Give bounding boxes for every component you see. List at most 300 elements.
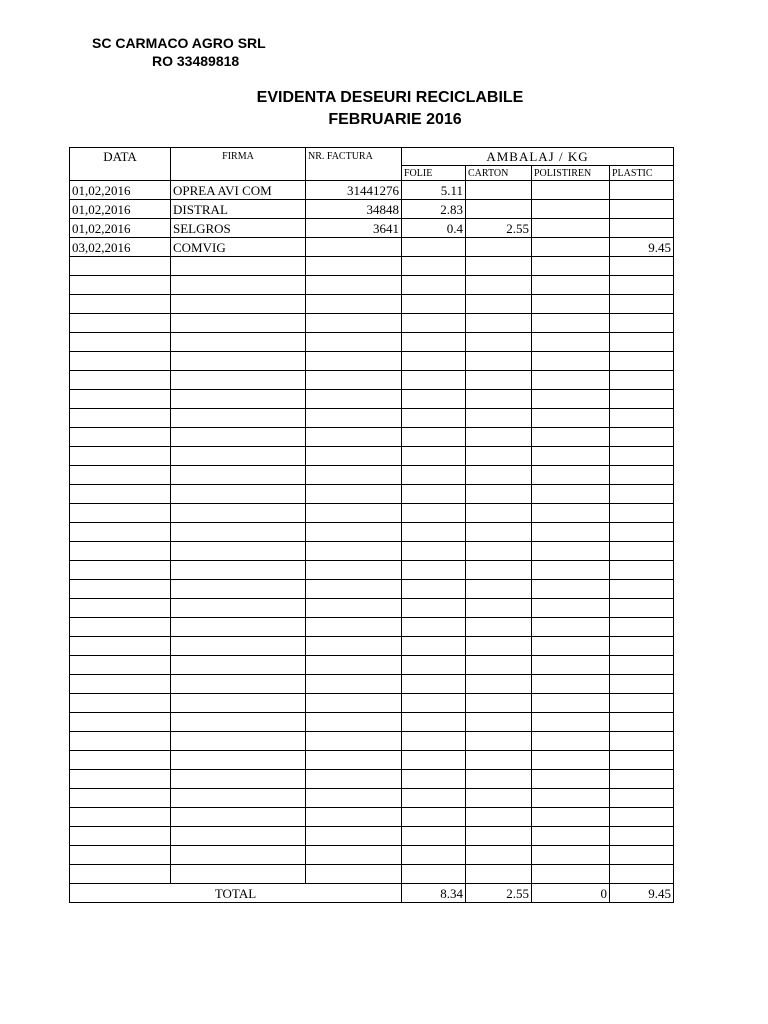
- cell-polistiren: [532, 561, 610, 580]
- cell-carton: [466, 371, 532, 390]
- cell-date: [70, 827, 171, 846]
- cell-nr-factura: [306, 694, 402, 713]
- cell-polistiren: [532, 219, 610, 238]
- cell-polistiren: [532, 523, 610, 542]
- cell-folie: [402, 713, 466, 732]
- cell-date: [70, 599, 171, 618]
- empty-row: [70, 846, 674, 865]
- cell-firma: [171, 352, 306, 371]
- cell-polistiren: [532, 181, 610, 200]
- cell-carton: [466, 390, 532, 409]
- cell-plastic: 9.45: [610, 238, 674, 257]
- cell-firma: [171, 846, 306, 865]
- cell-firma: [171, 466, 306, 485]
- cell-polistiren: [532, 770, 610, 789]
- cell-carton: [466, 257, 532, 276]
- col-header-plastic: PLASTIC: [610, 166, 674, 181]
- cell-firma: [171, 276, 306, 295]
- cell-folie: [402, 504, 466, 523]
- col-header-ambalaj: AMBALAJ / KG: [402, 148, 674, 166]
- cell-polistiren: [532, 827, 610, 846]
- empty-row: [70, 580, 674, 599]
- cell-date: [70, 675, 171, 694]
- total-carton: 2.55: [466, 884, 532, 903]
- cell-polistiren: [532, 504, 610, 523]
- total-folie: 8.34: [402, 884, 466, 903]
- cell-firma: [171, 580, 306, 599]
- cell-folie: [402, 295, 466, 314]
- cell-carton: [466, 276, 532, 295]
- cell-polistiren: [532, 428, 610, 447]
- cell-polistiren: [532, 656, 610, 675]
- col-header-folie: FOLIE: [402, 166, 466, 181]
- cell-plastic: [610, 542, 674, 561]
- empty-row: [70, 523, 674, 542]
- cell-polistiren: [532, 485, 610, 504]
- cell-folie: [402, 523, 466, 542]
- cell-polistiren: [532, 713, 610, 732]
- header-row: [70, 148, 674, 166]
- cell-nr-factura: [306, 827, 402, 846]
- cell-nr-factura: [306, 599, 402, 618]
- empty-row: [70, 637, 674, 656]
- cell-firma: [171, 409, 306, 428]
- empty-row: [70, 751, 674, 770]
- col-header-nr-factura: NR. FACTURA: [306, 148, 402, 181]
- cell-carton: [466, 789, 532, 808]
- cell-carton: [466, 295, 532, 314]
- cell-firma: [171, 257, 306, 276]
- cell-carton: [466, 751, 532, 770]
- cell-date: [70, 371, 171, 390]
- cell-folie: [402, 827, 466, 846]
- table-row: [70, 238, 674, 257]
- cell-folie: [402, 599, 466, 618]
- cell-plastic: [610, 580, 674, 599]
- cell-plastic: [610, 656, 674, 675]
- cell-nr-factura: [306, 409, 402, 428]
- cell-plastic: [610, 352, 674, 371]
- cell-plastic: [610, 181, 674, 200]
- cell-folie: [402, 276, 466, 295]
- cell-folie: [402, 561, 466, 580]
- cell-nr-factura: 31441276: [306, 181, 402, 200]
- cell-nr-factura: [306, 428, 402, 447]
- cell-firma: [171, 656, 306, 675]
- cell-firma: [171, 390, 306, 409]
- cell-folie: [402, 485, 466, 504]
- cell-nr-factura: [306, 865, 402, 884]
- cell-polistiren: [532, 466, 610, 485]
- cell-plastic: [610, 637, 674, 656]
- cell-carton: [466, 314, 532, 333]
- empty-row: [70, 542, 674, 561]
- cell-plastic: [610, 561, 674, 580]
- cell-date: [70, 523, 171, 542]
- cell-folie: [402, 352, 466, 371]
- cell-date: [70, 618, 171, 637]
- cell-nr-factura: [306, 789, 402, 808]
- cell-firma: [171, 675, 306, 694]
- cell-plastic: [610, 789, 674, 808]
- cell-carton: [466, 827, 532, 846]
- empty-row: [70, 409, 674, 428]
- cell-firma: [171, 865, 306, 884]
- cell-nr-factura: [306, 618, 402, 637]
- cell-carton: [466, 447, 532, 466]
- cell-firma: [171, 770, 306, 789]
- cell-carton: [466, 599, 532, 618]
- waste-register-table: [69, 147, 674, 903]
- cell-date: [70, 428, 171, 447]
- cell-nr-factura: [306, 352, 402, 371]
- cell-plastic: [610, 314, 674, 333]
- cell-folie: [402, 333, 466, 352]
- cell-date: [70, 333, 171, 352]
- empty-row: [70, 466, 674, 485]
- cell-polistiren: [532, 314, 610, 333]
- table-row: [70, 219, 674, 238]
- cell-plastic: [610, 276, 674, 295]
- cell-folie: [402, 238, 466, 257]
- cell-date: [70, 352, 171, 371]
- cell-nr-factura: 34848: [306, 200, 402, 219]
- cell-plastic: [610, 295, 674, 314]
- cell-carton: [466, 409, 532, 428]
- cell-nr-factura: [306, 770, 402, 789]
- cell-folie: [402, 694, 466, 713]
- cell-firma: [171, 314, 306, 333]
- empty-row: [70, 333, 674, 352]
- cell-plastic: [610, 466, 674, 485]
- cell-carton: [466, 580, 532, 599]
- cell-date: [70, 257, 171, 276]
- empty-row: [70, 770, 674, 789]
- cell-polistiren: [532, 694, 610, 713]
- cell-carton: [466, 732, 532, 751]
- cell-firma: [171, 523, 306, 542]
- cell-date: [70, 390, 171, 409]
- cell-folie: [402, 656, 466, 675]
- cell-firma: DISTRAL: [171, 200, 306, 219]
- cell-carton: [466, 466, 532, 485]
- empty-row: [70, 618, 674, 637]
- cell-carton: [466, 504, 532, 523]
- cell-firma: [171, 789, 306, 808]
- cell-nr-factura: [306, 314, 402, 333]
- cell-nr-factura: [306, 276, 402, 295]
- total-polistiren: 0: [532, 884, 610, 903]
- cell-folie: [402, 409, 466, 428]
- cell-folie: [402, 637, 466, 656]
- cell-plastic: [610, 846, 674, 865]
- cell-carton: [466, 808, 532, 827]
- cell-carton: [466, 675, 532, 694]
- cell-plastic: [610, 523, 674, 542]
- cell-folie: [402, 618, 466, 637]
- cell-date: [70, 447, 171, 466]
- cell-plastic: [610, 371, 674, 390]
- cell-polistiren: [532, 238, 610, 257]
- cell-carton: [466, 770, 532, 789]
- cell-polistiren: [532, 276, 610, 295]
- cell-polistiren: [532, 333, 610, 352]
- cell-nr-factura: [306, 542, 402, 561]
- cell-date: 01,02,2016: [70, 219, 171, 238]
- cell-folie: [402, 789, 466, 808]
- cell-nr-factura: [306, 295, 402, 314]
- cell-folie: 2.83: [402, 200, 466, 219]
- cell-plastic: [610, 865, 674, 884]
- cell-folie: [402, 751, 466, 770]
- cell-polistiren: [532, 808, 610, 827]
- cell-nr-factura: [306, 561, 402, 580]
- cell-plastic: [610, 770, 674, 789]
- cell-date: [70, 770, 171, 789]
- cell-carton: [466, 485, 532, 504]
- cell-carton: [466, 523, 532, 542]
- cell-nr-factura: [306, 466, 402, 485]
- total-row: [70, 884, 674, 903]
- cell-polistiren: [532, 599, 610, 618]
- cell-plastic: [610, 827, 674, 846]
- cell-firma: [171, 447, 306, 466]
- cell-polistiren: [532, 295, 610, 314]
- cell-folie: [402, 732, 466, 751]
- cell-folie: [402, 428, 466, 447]
- cell-polistiren: [532, 257, 610, 276]
- cell-carton: [466, 694, 532, 713]
- cell-polistiren: [532, 200, 610, 219]
- cell-firma: [171, 295, 306, 314]
- cell-firma: COMVIG: [171, 238, 306, 257]
- cell-folie: [402, 257, 466, 276]
- cell-nr-factura: [306, 390, 402, 409]
- cell-date: [70, 561, 171, 580]
- cell-carton: [466, 181, 532, 200]
- cell-date: [70, 409, 171, 428]
- cell-date: [70, 314, 171, 333]
- cell-polistiren: [532, 732, 610, 751]
- cell-nr-factura: [306, 257, 402, 276]
- cell-polistiren: [532, 865, 610, 884]
- empty-row: [70, 561, 674, 580]
- col-header-carton: CARTON: [466, 166, 532, 181]
- cell-firma: [171, 713, 306, 732]
- empty-row: [70, 371, 674, 390]
- cell-carton: [466, 637, 532, 656]
- cell-polistiren: [532, 580, 610, 599]
- cell-polistiren: [532, 637, 610, 656]
- cell-plastic: [610, 257, 674, 276]
- cell-nr-factura: [306, 751, 402, 770]
- cell-folie: [402, 865, 466, 884]
- cell-date: [70, 656, 171, 675]
- cell-firma: [171, 694, 306, 713]
- cell-plastic: [610, 333, 674, 352]
- empty-row: [70, 694, 674, 713]
- empty-row: [70, 428, 674, 447]
- empty-row: [70, 447, 674, 466]
- cell-plastic: [610, 390, 674, 409]
- cell-date: [70, 865, 171, 884]
- cell-polistiren: [532, 789, 610, 808]
- cell-plastic: [610, 504, 674, 523]
- cell-firma: OPREA AVI COM: [171, 181, 306, 200]
- empty-row: [70, 314, 674, 333]
- cell-plastic: [610, 808, 674, 827]
- cell-folie: [402, 770, 466, 789]
- cell-carton: [466, 333, 532, 352]
- total-label: TOTAL: [70, 884, 402, 903]
- empty-row: [70, 713, 674, 732]
- empty-row: [70, 808, 674, 827]
- cell-nr-factura: [306, 447, 402, 466]
- cell-plastic: [610, 675, 674, 694]
- cell-folie: [402, 675, 466, 694]
- empty-row: [70, 485, 674, 504]
- cell-nr-factura: 3641: [306, 219, 402, 238]
- cell-nr-factura: [306, 504, 402, 523]
- cell-firma: [171, 827, 306, 846]
- cell-date: [70, 580, 171, 599]
- cell-firma: [171, 599, 306, 618]
- empty-row: [70, 732, 674, 751]
- cell-nr-factura: [306, 713, 402, 732]
- cell-firma: [171, 333, 306, 352]
- cell-nr-factura: [306, 732, 402, 751]
- cell-polistiren: [532, 618, 610, 637]
- document-period: FEBRUARIE 2016: [328, 111, 462, 128]
- empty-row: [70, 276, 674, 295]
- cell-folie: [402, 466, 466, 485]
- cell-firma: [171, 751, 306, 770]
- cell-firma: [171, 637, 306, 656]
- cell-date: 03,02,2016: [70, 238, 171, 257]
- cell-folie: [402, 447, 466, 466]
- cell-date: [70, 466, 171, 485]
- cell-carton: 2.55: [466, 219, 532, 238]
- cell-polistiren: [532, 409, 610, 428]
- cell-date: [70, 637, 171, 656]
- cell-polistiren: [532, 675, 610, 694]
- cell-folie: [402, 314, 466, 333]
- cell-firma: [171, 808, 306, 827]
- cell-date: [70, 485, 171, 504]
- cell-plastic: [610, 713, 674, 732]
- cell-polistiren: [532, 751, 610, 770]
- cell-date: [70, 751, 171, 770]
- empty-row: [70, 352, 674, 371]
- cell-plastic: [610, 447, 674, 466]
- cell-firma: [171, 732, 306, 751]
- cell-firma: [171, 371, 306, 390]
- cell-plastic: [610, 694, 674, 713]
- cell-nr-factura: [306, 675, 402, 694]
- cell-carton: [466, 352, 532, 371]
- empty-row: [70, 865, 674, 884]
- cell-date: [70, 732, 171, 751]
- empty-row: [70, 599, 674, 618]
- empty-row: [70, 504, 674, 523]
- cell-date: [70, 808, 171, 827]
- cell-date: 01,02,2016: [70, 181, 171, 200]
- cell-nr-factura: [306, 637, 402, 656]
- cell-firma: [171, 504, 306, 523]
- cell-plastic: [610, 428, 674, 447]
- col-header-firma: FIRMA: [171, 148, 306, 181]
- cell-folie: [402, 808, 466, 827]
- col-header-polistiren: POLISTIREN: [532, 166, 610, 181]
- cell-plastic: [610, 618, 674, 637]
- cell-carton: [466, 865, 532, 884]
- cell-carton: [466, 428, 532, 447]
- cell-nr-factura: [306, 523, 402, 542]
- cell-carton: [466, 846, 532, 865]
- cell-firma: [171, 618, 306, 637]
- cell-folie: 5.11: [402, 181, 466, 200]
- cell-folie: [402, 580, 466, 599]
- cell-polistiren: [532, 846, 610, 865]
- cell-plastic: [610, 200, 674, 219]
- cell-folie: 0.4: [402, 219, 466, 238]
- cell-nr-factura: [306, 846, 402, 865]
- cell-polistiren: [532, 390, 610, 409]
- col-header-data: DATA: [70, 148, 171, 181]
- cell-polistiren: [532, 352, 610, 371]
- cell-date: [70, 504, 171, 523]
- cell-plastic: [610, 599, 674, 618]
- cell-plastic: [610, 409, 674, 428]
- total-plastic: 9.45: [610, 884, 674, 903]
- cell-date: [70, 694, 171, 713]
- cell-folie: [402, 390, 466, 409]
- cell-date: [70, 276, 171, 295]
- empty-row: [70, 257, 674, 276]
- cell-firma: [171, 428, 306, 447]
- cell-carton: [466, 618, 532, 637]
- cell-carton: [466, 200, 532, 219]
- cell-firma: SELGROS: [171, 219, 306, 238]
- cell-firma: [171, 485, 306, 504]
- cell-firma: [171, 542, 306, 561]
- table-row: [70, 181, 674, 200]
- cell-carton: [466, 238, 532, 257]
- cell-carton: [466, 713, 532, 732]
- cell-folie: [402, 371, 466, 390]
- cell-carton: [466, 542, 532, 561]
- cell-firma: [171, 561, 306, 580]
- cell-plastic: [610, 485, 674, 504]
- cell-plastic: [610, 219, 674, 238]
- empty-row: [70, 390, 674, 409]
- cell-folie: [402, 846, 466, 865]
- cell-polistiren: [532, 371, 610, 390]
- empty-row: [70, 789, 674, 808]
- cell-nr-factura: [306, 808, 402, 827]
- empty-row: [70, 675, 674, 694]
- document-title: EVIDENTA DESEURI RECICLABILE: [256, 89, 524, 106]
- cell-date: [70, 846, 171, 865]
- cell-nr-factura: [306, 371, 402, 390]
- cell-date: [70, 789, 171, 808]
- cell-plastic: [610, 732, 674, 751]
- cell-carton: [466, 656, 532, 675]
- cell-date: 01,02,2016: [70, 200, 171, 219]
- cell-carton: [466, 561, 532, 580]
- table-row: [70, 200, 674, 219]
- cell-plastic: [610, 751, 674, 770]
